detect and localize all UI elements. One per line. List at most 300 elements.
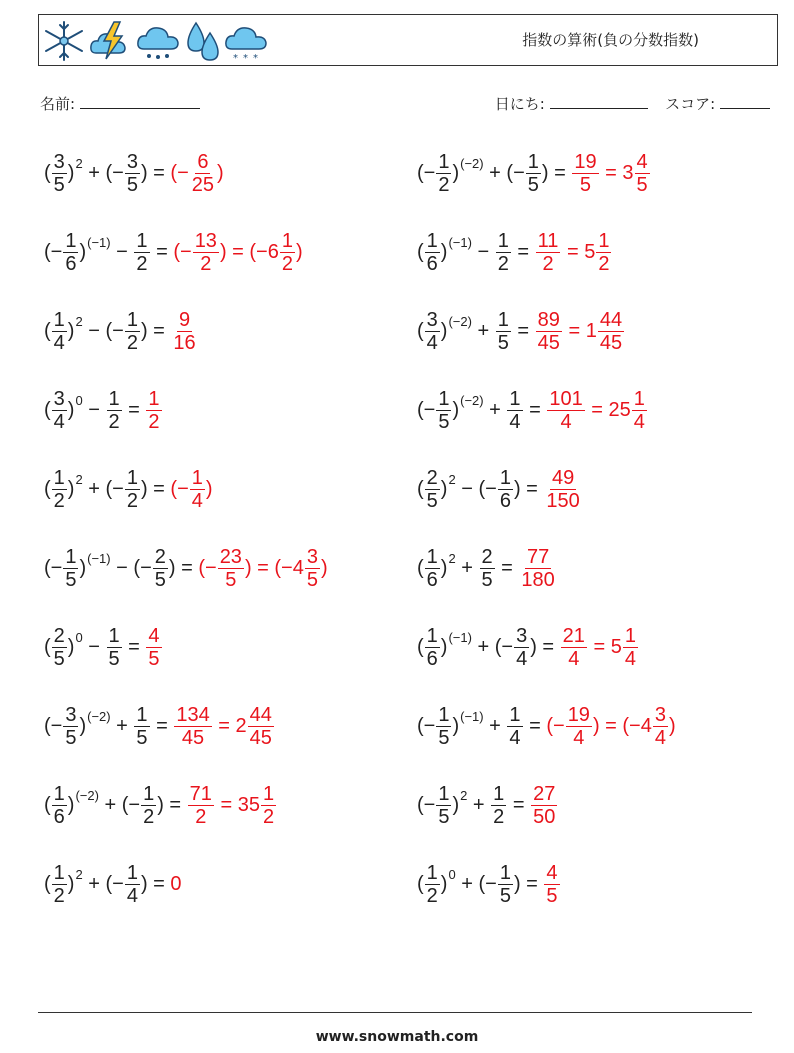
problem-10 [417, 458, 583, 520]
denominator: 2 [497, 252, 509, 275]
denominator: 5 [136, 726, 148, 749]
answer-fraction [544, 862, 559, 907]
numerator: 89 [537, 308, 560, 331]
fraction [52, 151, 67, 196]
fraction [63, 546, 78, 591]
fraction [141, 783, 156, 828]
numerator: 1 [53, 466, 65, 489]
numerator: 9 [178, 308, 191, 331]
denominator: 5 [306, 568, 318, 591]
expression-text: ) [79, 240, 87, 263]
fraction [125, 151, 140, 196]
answer-text: = 1 [562, 319, 597, 342]
answer-fraction [218, 546, 244, 591]
expression-text: ) [440, 635, 448, 658]
expression-text: ) = [140, 477, 171, 500]
denominator: 5 [148, 647, 160, 670]
numerator: 1 [126, 308, 138, 331]
expression-text: ) = [168, 556, 199, 579]
numerator: 1 [126, 861, 138, 884]
denominator: 2 [148, 410, 160, 433]
svg-text:*: * [233, 53, 238, 63]
expression-text: ( [417, 240, 424, 263]
denominator: 2 [53, 489, 65, 512]
numerator: 4 [148, 624, 160, 647]
expression-text: ) [440, 319, 448, 342]
expression-text: ( [417, 477, 424, 500]
denominator: 5 [438, 805, 450, 828]
problem-18 [417, 774, 558, 836]
score-label: スコア: [665, 95, 716, 113]
denominator: 2 [53, 884, 65, 907]
footer-url[interactable]: www.snowmath.com [315, 1029, 479, 1045]
fraction [52, 309, 67, 354]
problem-6 [417, 300, 625, 362]
exponent: (−1) [460, 708, 484, 724]
fraction [153, 546, 168, 591]
denominator: 2 [281, 252, 293, 275]
numerator: 3 [53, 387, 65, 410]
problem-9 [44, 458, 213, 520]
problem-2 [417, 142, 651, 204]
expression-text: + (− [82, 872, 124, 895]
denominator: 5 [636, 173, 648, 196]
expression-text: ( [44, 872, 51, 895]
problem-19 [44, 853, 182, 915]
numerator: 1 [493, 782, 505, 805]
exponent: 2 [75, 471, 83, 487]
fraction [134, 230, 149, 275]
expression-text: ) [440, 556, 448, 579]
numerator: 13 [194, 229, 217, 252]
denominator: 5 [579, 173, 592, 196]
expression-text: ) [67, 793, 75, 816]
exponent: 2 [75, 866, 83, 882]
denominator: 25 [191, 173, 215, 196]
expression-text: + (− [98, 793, 141, 816]
expression-text: − [471, 240, 495, 263]
answer-text: ) [217, 161, 224, 184]
denominator: 2 [195, 805, 207, 828]
expression-text: ) = [140, 161, 171, 184]
denominator: 4 [516, 647, 528, 670]
answer-fraction [547, 388, 584, 433]
answer-fraction [596, 230, 611, 275]
answer-text: (− [198, 556, 217, 579]
numerator: 11 [537, 229, 559, 252]
answer-fraction [248, 704, 274, 749]
numerator: 23 [219, 545, 242, 568]
expression-text: + [483, 398, 507, 421]
fraction [134, 704, 149, 749]
answer-text: ) [320, 556, 328, 579]
expression-text: − [82, 635, 106, 658]
problem-4 [417, 221, 612, 283]
answer-text: = 5 [561, 240, 596, 263]
weather-icons [41, 18, 270, 64]
answer-fraction [190, 467, 205, 512]
numerator: 1 [108, 624, 120, 647]
fraction [107, 388, 122, 433]
denominator: 5 [108, 647, 120, 670]
answer-fraction [635, 151, 650, 196]
exponent: (−1) [87, 234, 111, 250]
expression-text: = [511, 319, 535, 342]
expression-text: − (− [455, 477, 497, 500]
numerator: 1 [438, 703, 450, 726]
expression-text: ) [67, 398, 75, 421]
problem-16 [417, 695, 676, 757]
expression-text: ) = [513, 872, 544, 895]
answer-fraction [190, 151, 216, 196]
fraction [514, 625, 529, 670]
denominator: 5 [527, 173, 539, 196]
problem-1 [44, 142, 224, 204]
expression-text: ( [44, 477, 51, 500]
denominator: 2 [598, 252, 610, 275]
problem-14 [417, 616, 639, 678]
expression-text: (− [417, 793, 436, 816]
problem-13 [44, 616, 163, 678]
expression-text: + (− [82, 477, 124, 500]
date-blank[interactable] [550, 94, 648, 109]
lightning-cloud-icon [88, 19, 134, 63]
exponent: (−2) [75, 787, 99, 803]
fraction [507, 388, 522, 433]
water-drops-icon [182, 19, 222, 63]
numerator: 1 [426, 624, 438, 647]
expression-text: ) [67, 161, 75, 184]
expression-text: (− [44, 240, 63, 263]
exponent: (−1) [87, 550, 111, 566]
denominator: 2 [438, 173, 450, 196]
answer-text: = 2 [212, 714, 247, 737]
denominator: 2 [126, 489, 138, 512]
denominator: 45 [537, 331, 560, 354]
denominator: 5 [65, 568, 77, 591]
answer-text: ) [668, 714, 676, 737]
exponent: 0 [448, 866, 456, 882]
denominator: 6 [426, 568, 438, 591]
expression-text: ) [67, 319, 75, 342]
fraction [52, 625, 67, 670]
expression-text: = [150, 714, 174, 737]
problem-11 [44, 537, 328, 599]
expression-text: ( [417, 556, 424, 579]
expression-text: ( [44, 161, 51, 184]
fraction [107, 625, 122, 670]
denominator: 4 [53, 331, 65, 354]
denominator: 4 [633, 410, 645, 433]
answer-fraction [146, 625, 161, 670]
fraction [125, 309, 140, 354]
answer-fraction [572, 151, 598, 196]
expression-text: ) [79, 556, 87, 579]
numerator: 44 [599, 308, 623, 331]
denominator: 4 [568, 647, 580, 670]
expression-text: + (− [82, 161, 124, 184]
denominator: 6 [53, 805, 65, 828]
fraction [436, 388, 451, 433]
numerator: 44 [249, 703, 272, 726]
answer-fraction [598, 309, 624, 354]
expression-text: ( [44, 398, 51, 421]
worksheet-title: 指数の算術(負の分数指数) [522, 31, 699, 49]
denominator: 2 [262, 805, 275, 828]
fraction [480, 546, 495, 591]
numerator: 3 [65, 703, 77, 726]
expression-text: ) [440, 240, 448, 263]
numerator: 1 [136, 229, 148, 252]
numerator: 1 [281, 229, 293, 252]
exponent: (−2) [460, 392, 484, 408]
expression-text: = [122, 398, 146, 421]
denominator: 4 [560, 410, 572, 433]
numerator: 1 [497, 229, 509, 252]
denominator: 4 [126, 884, 138, 907]
numerator: 1 [509, 387, 521, 410]
answer-fraction [544, 467, 581, 512]
expression-text: = [495, 556, 519, 579]
fraction [436, 704, 451, 749]
svg-text:*: * [253, 53, 258, 63]
problem-12 [417, 537, 558, 599]
expression-text: ) [79, 714, 87, 737]
denominator: 50 [533, 805, 556, 828]
numerator: 1 [426, 229, 438, 252]
denominator: 4 [426, 331, 438, 354]
answer-text: = 35 [214, 793, 260, 816]
expression-text: ( [417, 872, 424, 895]
numerator: 19 [574, 150, 597, 173]
expression-text: = [523, 714, 547, 737]
fraction [436, 783, 451, 828]
expression-text: − [82, 398, 106, 421]
fraction [526, 151, 541, 196]
numerator: 3 [126, 150, 138, 173]
denominator: 5 [438, 726, 450, 749]
problem-3 [44, 221, 303, 283]
answer-fraction [623, 625, 638, 670]
numerator: 1 [143, 782, 155, 805]
answer-text: = 5 [587, 635, 622, 658]
answer-fraction [536, 230, 561, 275]
expression-text: ) = [541, 161, 572, 184]
answer-text: ) [295, 240, 303, 263]
answer-fraction [146, 388, 161, 433]
fraction [507, 704, 522, 749]
expression-text: − [110, 240, 134, 263]
expression-text: + [483, 714, 507, 737]
problem-8 [417, 379, 648, 441]
expression-text: (− [417, 161, 436, 184]
expression-text: ) = [140, 872, 171, 895]
numerator: 1 [438, 150, 450, 173]
numerator: 1 [108, 387, 120, 410]
expression-text: ) [452, 793, 460, 816]
numerator: 3 [306, 545, 318, 568]
fraction [496, 230, 511, 275]
numerator: 77 [526, 545, 550, 568]
numerator: 49 [551, 466, 575, 489]
fraction [425, 546, 440, 591]
fraction [425, 625, 440, 670]
numerator: 1 [136, 703, 148, 726]
header-box [38, 14, 778, 66]
numerator: 1 [53, 861, 65, 884]
name-label: 名前: [40, 95, 76, 113]
fraction [425, 862, 440, 907]
expression-text: ) [452, 714, 460, 737]
answer-text: = 25 [585, 398, 631, 421]
denominator: 6 [426, 252, 438, 275]
numerator: 1 [497, 308, 509, 331]
snowflake-icon [41, 19, 87, 63]
expression-text: + [110, 714, 134, 737]
problem-15 [44, 695, 275, 757]
fraction [425, 309, 440, 354]
fraction [63, 230, 78, 275]
expression-text: (− [417, 398, 436, 421]
denominator: 4 [573, 726, 585, 749]
fraction [52, 388, 67, 433]
problem-20 [417, 853, 561, 915]
fraction [436, 151, 451, 196]
numerator: 1 [426, 861, 438, 884]
numerator: 1 [438, 387, 450, 410]
exponent: 2 [448, 471, 456, 487]
denominator: 150 [546, 489, 580, 512]
name-blank[interactable] [80, 94, 200, 109]
numerator: 1 [53, 308, 65, 331]
exponent: 2 [75, 155, 83, 171]
expression-text: = [511, 240, 535, 263]
exponent: 2 [75, 313, 83, 329]
fraction [52, 467, 67, 512]
denominator: 6 [65, 252, 77, 275]
expression-text: ) = [530, 635, 560, 658]
expression-text: ) = [140, 319, 171, 342]
denominator: 4 [509, 410, 521, 433]
numerator: 4 [546, 861, 558, 884]
score-blank[interactable] [720, 94, 770, 109]
denominator: 5 [154, 568, 166, 591]
denominator: 2 [136, 252, 148, 275]
expression-text: ) [452, 161, 460, 184]
answer-fraction [653, 704, 668, 749]
answer-fraction [632, 388, 647, 433]
expression-text: ) [67, 635, 75, 658]
expression-text: = [122, 635, 146, 658]
numerator: 134 [176, 703, 210, 726]
numerator: 2 [53, 624, 65, 647]
numerator: 6 [197, 150, 209, 173]
exponent: (−1) [448, 234, 472, 250]
numerator: 1 [426, 545, 438, 568]
denominator: 5 [53, 647, 65, 670]
answer-fraction [171, 309, 197, 354]
numerator: 27 [533, 782, 556, 805]
denominator: 4 [53, 410, 65, 433]
exponent: (−1) [448, 629, 472, 645]
svg-text:*: * [243, 53, 248, 63]
exponent: (−2) [448, 313, 472, 329]
denominator: 2 [493, 805, 505, 828]
denominator: 6 [499, 489, 511, 512]
answer-fraction [531, 783, 557, 828]
expression-text: + [467, 793, 491, 816]
expression-text: + [455, 556, 479, 579]
answer-text: (− [546, 714, 565, 737]
answer-fraction [193, 230, 219, 275]
denominator: 5 [53, 173, 65, 196]
denominator: 5 [499, 884, 511, 907]
answer-text: 0 [170, 872, 182, 895]
denominator: 180 [521, 568, 555, 591]
numerator: 2 [426, 466, 438, 489]
numerator: 2 [154, 545, 166, 568]
fraction [425, 230, 440, 275]
fraction [496, 309, 511, 354]
answer-text: ) = (−6 [219, 240, 279, 263]
fraction [498, 467, 513, 512]
expression-text: = [523, 398, 547, 421]
numerator: 1 [262, 782, 275, 805]
answer-text: (− [173, 240, 192, 263]
fraction [52, 862, 67, 907]
answer-text: ) = (−4 [244, 556, 304, 579]
numerator: 1 [624, 624, 636, 647]
expression-text: ) = [157, 793, 187, 816]
expression-text: (− [44, 714, 63, 737]
expression-text: + (− [483, 161, 525, 184]
answer-text: (− [170, 477, 189, 500]
answer-fraction [188, 783, 214, 828]
denominator: 4 [654, 726, 666, 749]
denominator: 5 [546, 884, 558, 907]
exponent: (−2) [87, 708, 111, 724]
expression-text: − (− [82, 319, 124, 342]
expression-text: ) [452, 398, 460, 421]
denominator: 2 [200, 252, 212, 275]
numerator: 3 [53, 150, 65, 173]
numerator: 1 [527, 150, 539, 173]
fraction [425, 467, 440, 512]
exponent: 0 [75, 392, 83, 408]
denominator: 45 [181, 726, 205, 749]
expression-text: ( [417, 319, 424, 342]
numerator: 3 [426, 308, 438, 331]
date-label: 日にち: [494, 95, 545, 113]
numerator: 1 [499, 861, 511, 884]
denominator: 45 [599, 331, 623, 354]
fraction [125, 467, 140, 512]
name-field [40, 93, 200, 114]
expression-text: = [507, 793, 531, 816]
denominator: 2 [542, 252, 554, 275]
fraction [125, 862, 140, 907]
numerator: 4 [636, 150, 648, 173]
answer-text: = 3 [599, 161, 634, 184]
answer-fraction [566, 704, 592, 749]
denominator: 5 [497, 331, 509, 354]
problem-5 [44, 300, 199, 362]
fraction [498, 862, 513, 907]
expression-text: (− [417, 714, 436, 737]
exponent: 2 [460, 787, 468, 803]
numerator: 21 [562, 624, 585, 647]
date-score-fields [495, 93, 770, 114]
